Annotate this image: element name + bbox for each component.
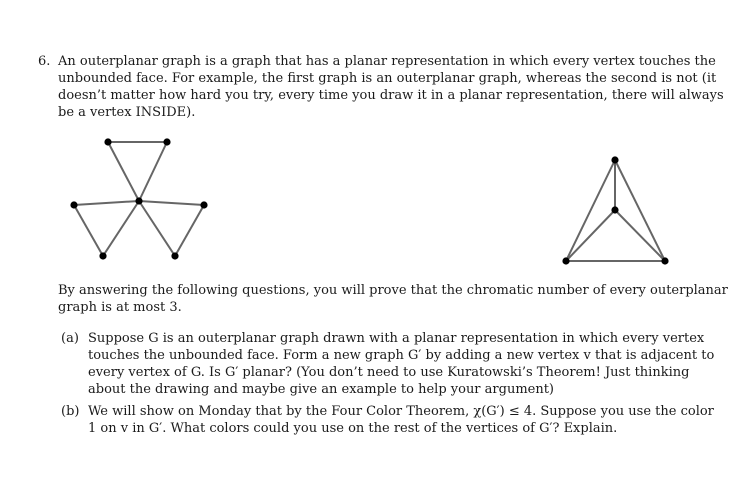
graph-vertex — [99, 252, 106, 259]
part-line: Suppose G is an outerplanar graph drawn with a planar representation in which every vertex — [88, 331, 705, 346]
graph-vertex — [163, 138, 170, 145]
graph-edge — [74, 205, 103, 256]
graph-edge — [139, 201, 204, 205]
problem-number: 6. — [38, 54, 51, 69]
part-label: (a) — [61, 331, 79, 346]
part-line: 1 on v in G′. What colors could you use on the rest of the vertices of G′? Explain. — [88, 421, 618, 436]
intro-line: doesn’t matter how hard you try, every time you draw it in a planar representation, there will always — [58, 88, 724, 103]
lead-line: By answering the following questions, you will prove that the chromatic number of every outerplanar — [58, 283, 728, 298]
intro-line: An outerplanar graph is a graph that has a planar representation in which every vertex touches the — [58, 54, 716, 69]
part-label: (b) — [61, 404, 80, 419]
graph-edge — [139, 142, 167, 201]
graph-vertex — [70, 201, 77, 208]
intro-line: be a vertex INSIDE). — [58, 105, 196, 120]
graph-vertex — [104, 138, 111, 145]
graph-edge — [103, 201, 139, 256]
graph-edge — [566, 160, 615, 261]
part-line: every vertex of G. Is G′ planar? (You don’t need to use Kuratowski’s Theorem! Just thinking — [88, 365, 690, 380]
graph-edge — [74, 201, 139, 205]
part-line: touches the unbounded face. Form a new graph G′ by adding a new vertex v that is adjacent to — [88, 348, 715, 363]
graph-edge — [615, 210, 665, 261]
graph-vertex — [611, 156, 618, 163]
intro-line: unbounded face. For example, the first graph is an outerplanar graph, whereas the second is not (it — [58, 71, 717, 86]
graph-vertex — [200, 201, 207, 208]
graph-vertex — [135, 197, 142, 204]
part-line: We will show on Monday that by the Four Color Theorem, χ(G′) ≤ 4. Suppose you use the color — [88, 404, 714, 419]
outerplanar-graph-vertices — [70, 138, 207, 259]
graph-vertex — [661, 257, 668, 264]
graph-edge — [566, 210, 615, 261]
graph-edge — [139, 201, 175, 256]
graph-edge — [175, 205, 204, 256]
problem-lead — [58, 282, 728, 316]
graph-vertex — [562, 257, 569, 264]
graph-edge — [108, 142, 139, 201]
part-line: about the drawing and maybe give an example to help your argument) — [88, 382, 555, 397]
graph-vertex — [611, 206, 618, 213]
lead-line: graph is at most 3. — [58, 300, 182, 315]
graph-edge — [615, 160, 665, 261]
graph-vertex — [171, 252, 178, 259]
